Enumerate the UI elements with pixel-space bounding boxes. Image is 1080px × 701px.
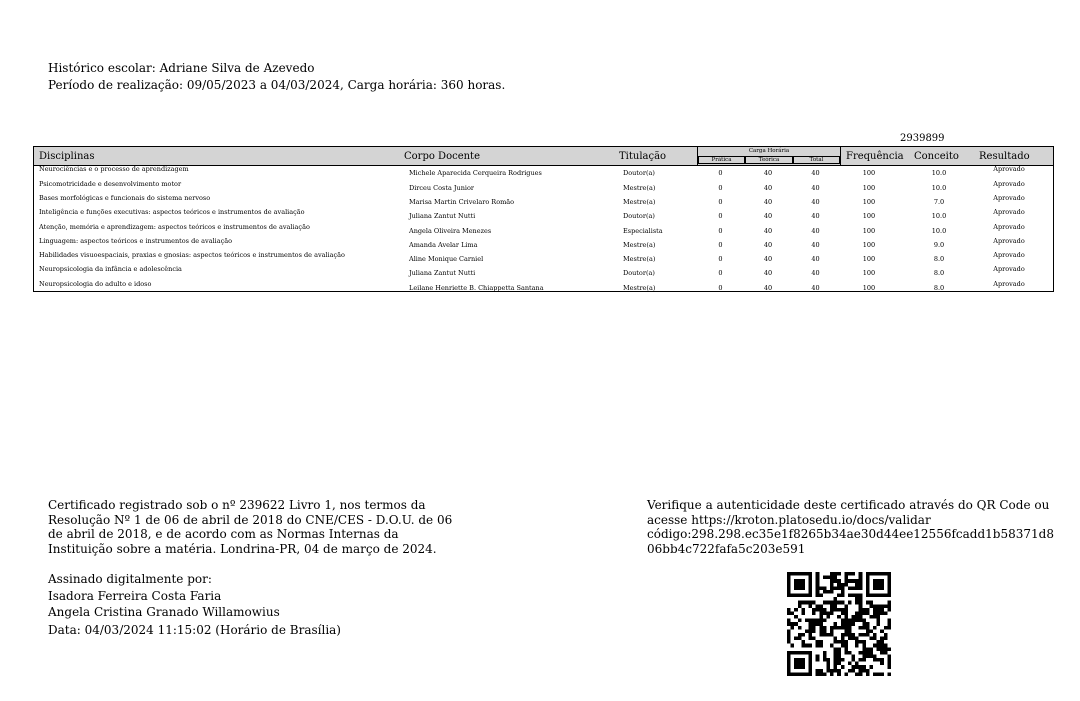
registro-line: Instituição sobre a matéria. Londrina-PR, 04 de março de 2024.	[48, 541, 437, 556]
cell-total: 40	[811, 212, 820, 220]
cell-teorica: 40	[763, 255, 773, 263]
cell-resultado: Aprovado	[993, 194, 1025, 202]
cell-conceito: 10.0	[931, 227, 947, 235]
cell-teorica: 40	[763, 284, 773, 292]
cell-resultado: Aprovado	[993, 208, 1025, 216]
col-pratica: Prática	[698, 156, 745, 164]
cell-disciplina: Neuropsicologia do adulto e idoso	[39, 280, 152, 288]
table-row	[34, 208, 1053, 222]
cell-docente: Amanda Avelar Lima	[409, 241, 478, 249]
cell-titulacao: Doutor(a)	[623, 169, 655, 177]
cell-pratica: 0	[718, 241, 723, 249]
cell-teorica: 40	[763, 227, 773, 235]
table-row	[34, 194, 1053, 208]
cell-resultado: Aprovado	[993, 237, 1025, 245]
cell-titulacao: Mestre(a)	[623, 184, 656, 192]
cell-teorica: 40	[763, 198, 773, 206]
cell-titulacao: Mestre(a)	[623, 284, 656, 292]
cell-total: 40	[811, 169, 820, 177]
cell-teorica: 40	[763, 169, 773, 177]
cell-teorica: 40	[763, 241, 773, 249]
cell-titulacao: Mestre(a)	[623, 255, 656, 263]
cell-docente: Angela Oliveira Menezes	[409, 227, 492, 235]
cell-docente: Michele Aparecida Cerqueira Rodrigues	[409, 169, 542, 177]
signatario-1: Isadora Ferreira Costa Faria	[48, 589, 222, 603]
table-row	[34, 265, 1053, 279]
cell-total: 40	[811, 198, 820, 206]
cell-docente: Marisa Martin Crivelaro Romão	[409, 198, 515, 206]
cell-frequencia: 100	[862, 184, 876, 192]
cell-titulacao: Mestre(a)	[623, 241, 656, 249]
table-row	[34, 223, 1053, 237]
cell-conceito: 8.0	[933, 269, 945, 277]
cell-conceito: 8.0	[933, 284, 945, 292]
cell-frequencia: 100	[862, 169, 876, 177]
registro-line: de abril de 2018, e de acordo com as Normas Internas da	[48, 527, 399, 541]
cell-conceito: 9.0	[933, 241, 945, 249]
col-frequencia: Frequência	[846, 151, 904, 162]
historico-title: Histórico escolar: Adriane Silva de Azevedo	[48, 61, 315, 75]
table-row	[34, 251, 1053, 265]
cell-conceito: 10.0	[931, 169, 947, 177]
cell-titulacao: Especialista	[623, 227, 663, 235]
cell-teorica: 40	[763, 212, 773, 220]
cell-pratica: 0	[718, 227, 723, 235]
col-resultado: Resultado	[979, 151, 1030, 162]
cell-docente: Juliana Zantut Nutti	[409, 269, 476, 277]
table-row	[34, 165, 1053, 179]
cell-titulacao: Doutor(a)	[623, 212, 655, 220]
cell-conceito: 8.0	[933, 255, 945, 263]
cell-disciplina: Atenção, memória e aprendizagem: aspectos teóricos e instrumentos de avaliação	[39, 223, 310, 231]
cell-resultado: Aprovado	[993, 265, 1025, 273]
periodo-line: Período de realização: 09/05/2023 a 04/03/2024, Carga horária: 360 horas.	[48, 78, 506, 92]
cell-conceito: 10.0	[931, 212, 947, 220]
cell-resultado: Aprovado	[993, 165, 1025, 173]
col-disciplinas: Disciplinas	[39, 151, 95, 162]
cell-pratica: 0	[718, 269, 723, 277]
col-teorica: Teórica	[745, 156, 793, 164]
cell-pratica: 0	[718, 284, 723, 292]
cell-titulacao: Doutor(a)	[623, 269, 655, 277]
cell-teorica: 40	[763, 184, 773, 192]
cell-frequencia: 100	[862, 212, 876, 220]
qr-code-icon[interactable]	[787, 572, 891, 676]
col-carga-horaria: Carga Horária	[748, 148, 790, 154]
cell-pratica: 0	[718, 169, 723, 177]
signatario-2: Angela Cristina Granado Willamowius	[48, 605, 280, 619]
registro-line: Resolução Nº 1 de 06 de abril de 2018 do CNE/CES - D.O.U. de 06	[48, 512, 453, 527]
cell-disciplina: Neuropsicologia da infância e adolescência	[39, 265, 182, 273]
col-titulacao: Titulação	[619, 151, 667, 162]
verificacao-line: 06bb4c722fafa5c203e591	[647, 541, 806, 556]
verificacao-line: código:298.298.ec35e1f8265b34ae30d44ee12556fcadd1b58371d8	[647, 527, 1054, 541]
cell-disciplina: Psicomotricidade e desenvolvimento motor	[39, 180, 182, 188]
cell-conceito: 10.0	[931, 184, 947, 192]
cell-docente: Leilane Henriette B. Chiappetta Santana	[409, 284, 544, 292]
verificacao-line: acesse https://kroton.platosedu.io/docs/validar	[647, 512, 931, 527]
cell-disciplina: Linguagem: aspectos teóricos e instrumentos de avaliação	[39, 237, 233, 245]
cell-conceito: 7.0	[933, 198, 945, 206]
cell-total: 40	[811, 227, 820, 235]
col-corpo-docente: Corpo Docente	[404, 151, 480, 162]
registro-line: Certificado registrado sob o nº 239622 Livro 1, nos termos da	[48, 498, 426, 512]
cell-total: 40	[811, 284, 820, 292]
cell-resultado: Aprovado	[993, 251, 1025, 259]
cell-docente: Dirceu Costa Junior	[409, 184, 474, 192]
cell-total: 40	[811, 269, 820, 277]
cell-frequencia: 100	[862, 284, 876, 292]
cell-teorica: 40	[763, 269, 773, 277]
verificacao-line: Verifique a autenticidade deste certificado através do QR Code ou	[647, 498, 1050, 512]
cell-pratica: 0	[718, 198, 723, 206]
cell-pratica: 0	[718, 255, 723, 263]
cell-frequencia: 100	[862, 198, 876, 206]
cell-frequencia: 100	[862, 255, 876, 263]
carga-horaria-group	[697, 147, 841, 165]
col-total: Total	[793, 156, 840, 164]
cell-disciplina: Inteligência e funções executivas: aspectos teóricos e instrumentos de avaliação	[39, 208, 305, 216]
cell-titulacao: Mestre(a)	[623, 198, 656, 206]
data-assinatura: Data: 04/03/2024 11:15:02 (Horário de Brasília)	[48, 623, 341, 637]
cell-frequencia: 100	[862, 269, 876, 277]
cell-total: 40	[811, 241, 820, 249]
code-number: 2939899	[900, 133, 945, 144]
cell-total: 40	[811, 184, 820, 192]
table-row	[34, 237, 1053, 251]
cell-disciplina: Habilidades visuoespaciais, praxias e gnosias: aspectos teóricos e instrumentos de avaliação	[39, 251, 345, 259]
cell-resultado: Aprovado	[993, 180, 1025, 188]
cell-total: 40	[811, 255, 820, 263]
grade-table	[33, 146, 1054, 292]
cell-disciplina: Bases morfológicas e funcionais do sistema nervoso	[39, 194, 211, 202]
verificacao-text	[647, 498, 1054, 556]
cell-docente: Juliana Zantut Nutti	[409, 212, 476, 220]
table-row	[34, 180, 1053, 194]
table-row	[34, 280, 1053, 294]
assinado-label: Assinado digitalmente por:	[48, 572, 212, 586]
cell-pratica: 0	[718, 212, 723, 220]
cell-frequencia: 100	[862, 241, 876, 249]
cell-disciplina: Neurociências e o processo de aprendizagem	[39, 165, 189, 173]
cell-docente: Aline Monique Carniel	[409, 255, 484, 263]
table-header	[34, 147, 1053, 166]
cell-frequencia: 100	[862, 227, 876, 235]
cell-pratica: 0	[718, 184, 723, 192]
cell-resultado: Aprovado	[993, 223, 1025, 231]
col-conceito: Conceito	[914, 151, 959, 162]
cell-resultado: Aprovado	[993, 280, 1025, 288]
registro-text	[48, 498, 452, 556]
